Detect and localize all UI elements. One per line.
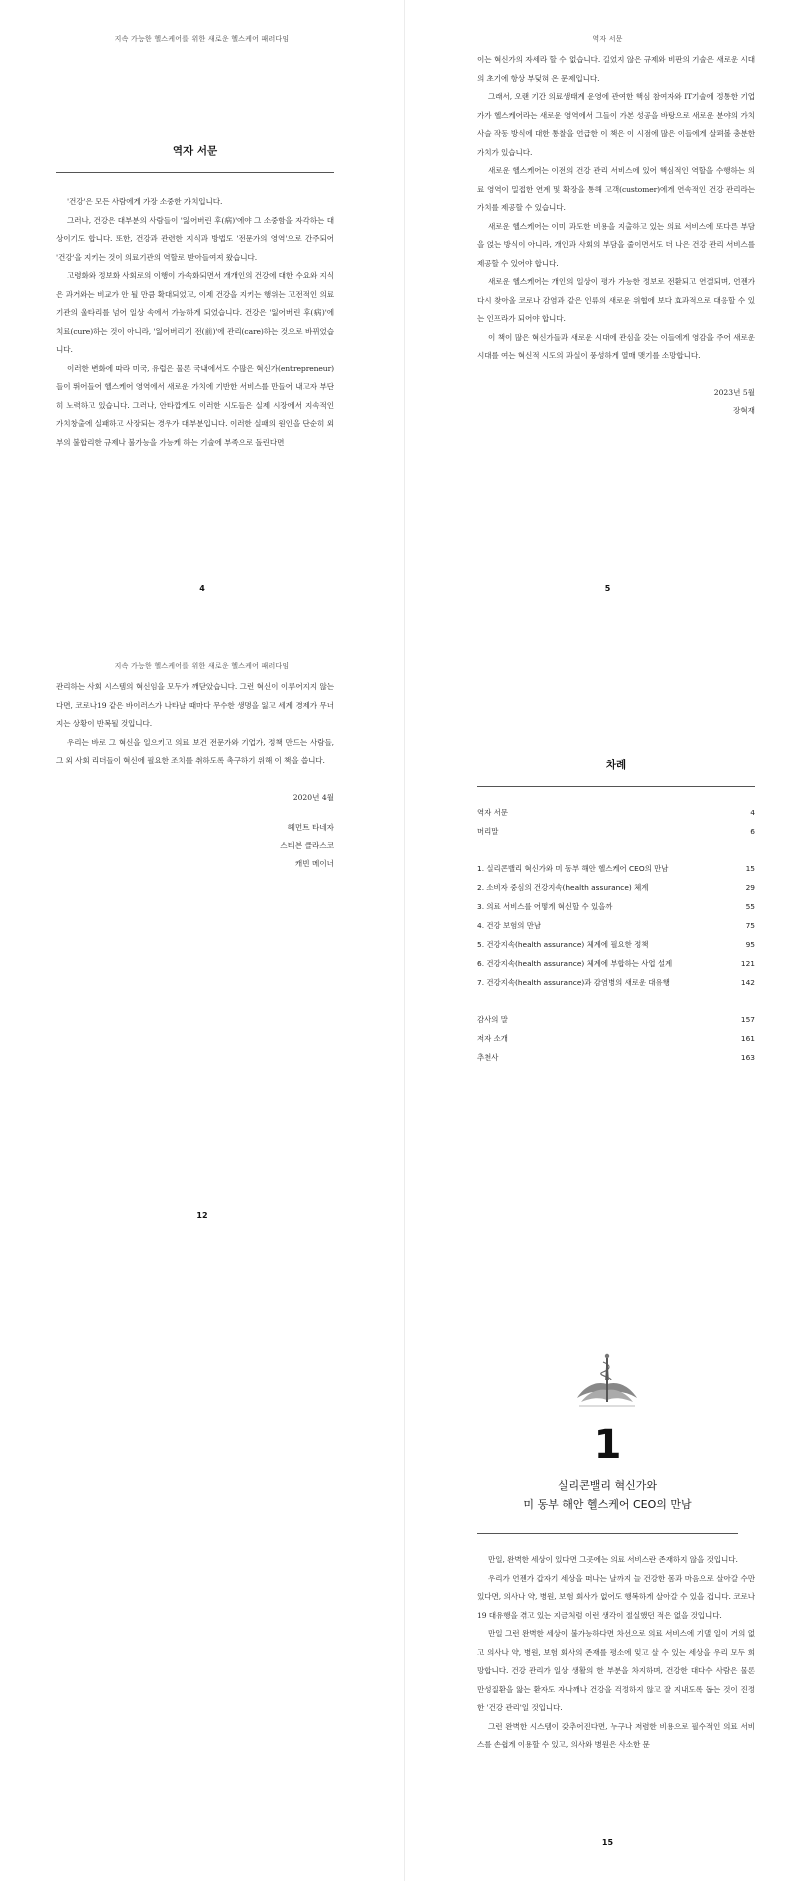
- toc-entry[interactable]: [477, 935, 755, 954]
- toc-page: 75: [745, 921, 755, 930]
- chapter-title: [405, 1476, 810, 1514]
- body-text: [477, 51, 755, 366]
- spread-2: [0, 627, 810, 1254]
- page-5: [405, 0, 810, 627]
- toc-label: 5. 건강지속(health assurance) 체계에 필요한 정책: [477, 940, 649, 949]
- running-head: 지속 가능한 헬스케어를 위한 새로운 헬스케어 패러다임: [114, 35, 290, 43]
- toc-entry[interactable]: [477, 897, 755, 916]
- toc-page: 6: [750, 827, 755, 836]
- chapter-title-line: 실리콘밸리 혁신가와: [557, 1479, 658, 1492]
- chapter-number: 1: [593, 1422, 622, 1468]
- author-name: 헤먼트 타네자: [287, 822, 334, 832]
- preface-section: [56, 143, 334, 452]
- page-number: 12: [196, 1211, 208, 1220]
- page-number: 5: [604, 584, 611, 593]
- paragraph: 그러나, 건강은 대부분의 사람들이 '잃어버린 후(病)'에야 그 소중함을 자각하는 대상이기도 합니다. 또한, 건강과 관련한 지식과 방법도 '전문가의 영역'으로 간주되어 '건강'을 지키는 것이 의료기관의 역할로 받아들여져 왔습니다.: [56, 215, 334, 262]
- body-text: [56, 193, 334, 452]
- toc-title: 차례: [477, 757, 755, 787]
- chapter-title-line: 미 동부 해안 헬스케어 CEO의 만남: [523, 1498, 692, 1511]
- paragraph: 그런 완벽한 시스템이 갖추어진다면, 누구나 저렴한 비용으로 필수적인 의료 서비스를 손쉽게 이용할 수 있고, 의사와 병원은 사소한 문: [477, 1721, 755, 1749]
- paragraph: 만일, 완벽한 세상이 있다면 그곳에는 의료 서비스란 존재하지 않을 것입니다.: [488, 1555, 738, 1564]
- translator-name: 장혁재: [732, 405, 755, 415]
- spread-1: [0, 0, 810, 627]
- blank-page: [0, 1254, 405, 1881]
- toc-entry[interactable]: [477, 859, 755, 878]
- author-name: 스티븐 클라스코: [280, 840, 334, 850]
- paragraph: 만일 그런 완벽한 세상이 불가능하다면 차선으로 의료 서비스에 기댈 일이 거의 없고 의사나 약, 병원, 보험 회사의 존재를 평소에 잊고 살 수 있는 세상을 우리 모두 희망합니다. 건강 관리가 일상 생활의 한 부분을 차지하며, 건강한 대다수 사람은 물론 만성질환을 앓는 환자도 자나깨나 건강을 걱정하지 않고 잘 지내도록 돕는 것이 진정한 '건강 관리'일 것입니다.: [477, 1629, 755, 1712]
- toc-page: 95: [745, 940, 755, 949]
- toc-entry[interactable]: [477, 822, 755, 841]
- toc-entry[interactable]: [477, 1010, 755, 1029]
- author-name: 캐빈 메이너: [294, 858, 334, 868]
- paragraph: 새로운 헬스케어는 이전의 건강 관리 서비스에 있어 핵심적인 역할을 수행하는 의료 영역이 밀접한 연계 및 확장을 통해 고객(customer)에게 연속적인 건강 관리라는 가치를 제공할 수 있습니다.: [477, 166, 755, 212]
- toc-entry[interactable]: [477, 1048, 755, 1067]
- toc-page: 55: [745, 902, 755, 911]
- paragraph: 이는 혁신가의 자세라 할 수 없습니다. 길었지 않은 규제와 비판의 기술은 새로운 시대의 초기에 항상 부딪혀 온 문제입니다.: [477, 55, 755, 83]
- toc-label: 6. 건강지속(health assurance) 체계에 부합하는 사업 설계: [477, 959, 673, 968]
- page-12: [0, 627, 405, 1254]
- paragraph: 이 책이 많은 혁신가들과 새로운 시대에 관심을 갖는 이들에게 영감을 주어 새로운 시대를 여는 혁신적 시도의 과실이 풍성하게 열매 맺기를 소망합니다.: [477, 332, 755, 360]
- toc-label: 역자 서문: [477, 808, 508, 817]
- chapter-body: [477, 1551, 755, 1755]
- page-15: [405, 1254, 810, 1881]
- preface-continued: [477, 51, 755, 420]
- paragraph: 우리가 언젠가 갑자기 세상을 떠나는 날까지 늘 건강한 몸과 마음으로 살아갈 수만 있다면, 의사나 약, 병원, 보험 회사가 없어도 행복하게 살아갈 수 있을 겁니다. 코로나19 대유행을 겪고 있는 지금처럼 이런 생각이 절실했던 적은 없을 것입니다.: [477, 1573, 755, 1620]
- paragraph: 이러한 변화에 따라 미국, 유럽은 물론 국내에서도 수많은 혁신가(entrepreneur)들이 뛰어들어 헬스케어 영역에서 새로운 가치에 기반한 서비스를 만들어 내고자 부단히 노력하고 있습니다. 그러나, 안타깝게도 이러한 시도들은 실제 시장에서 지속적인 가치창출에 실패하고 사장되는 경우가 대부분입니다. 이러한 실패의 원인을 단순히 외부의 불합리한 규제나 불가능을 가능케 하는 기술에 부족으로 돌린다면: [56, 363, 334, 447]
- paragraph: 새로운 헬스케어는 이미 과도한 비용을 지출하고 있는 의료 서비스에 또다른 부담을 얹는 방식이 아니라, 개인과 사회의 부담을 줄이면서도 더 나은 건강 관리 서비스를 제공할 수 있어야 합니다.: [477, 221, 755, 268]
- foreword-continued: [56, 678, 334, 873]
- toc-label: 7. 건강지속(health assurance)과 감염병의 새로운 대유행: [477, 978, 670, 987]
- toc-label: 1. 실리콘밸리 혁신가와 미 동부 해안 헬스케어 CEO의 만남: [477, 864, 669, 873]
- toc-label: 3. 의료 서비스를 어떻게 혁신할 수 있을까: [477, 902, 613, 911]
- paragraph: 그래서, 오랜 기간 의료생태계 운영에 관여한 핵심 참여자와 IT기술에 정통한 기업가가 헬스케어라는 새로운 영역에서 그들이 가본 성공을 바탕으로 새로운 분야의 가치사슬 작동 방식에 대한 통찰을 언급한 이 책은 이 시점에 많은 이들에게 살펴볼 충분한 가치가 있습니다.: [477, 92, 755, 157]
- toc-entry[interactable]: [477, 803, 755, 822]
- toc-label: 추천사: [477, 1053, 499, 1062]
- paragraph: 새로운 헬스케어는 개인의 일상이 평가 가능한 정보로 전환되고 연결되며, 언젠가 다시 찾아올 코로나 감염과 같은 인류의 새로운 위협에 보다 효과적으로 대응할 수 있는 인프라가 되어야 합니다.: [477, 277, 755, 323]
- spread-3: [0, 1254, 810, 1881]
- toc-page: 161: [740, 1034, 755, 1043]
- toc-page: 121: [740, 959, 755, 968]
- toc-page: 4: [750, 808, 755, 817]
- paragraph: 관리하는 사회 시스템의 혁신임을 모두가 깨닫았습니다. 그런 혁신이 이루어지지 않는다면, 코로나19 같은 바이러스가 나타날 때마다 무수한 생명을 잃고 세계 경제가 무너지는 상황이 반복될 것입니다.: [56, 682, 334, 728]
- toc-entry[interactable]: [477, 954, 755, 973]
- toc-page: 142: [740, 978, 755, 987]
- caduceus-emblem-icon: [575, 1350, 639, 1412]
- divider: [477, 1533, 738, 1534]
- body-text: [477, 1551, 755, 1755]
- toc-label: 4. 건강 보험의 만남: [477, 921, 542, 930]
- page-number: 4: [199, 584, 205, 593]
- toc-label: 저자 소개: [477, 1034, 508, 1043]
- date-signature: 2020년 4월: [292, 792, 334, 802]
- body-text: [56, 678, 334, 771]
- date-signature: 2023년 5월: [713, 387, 755, 397]
- section-title: 역자 서문: [56, 143, 334, 173]
- toc-page: 157: [740, 1015, 755, 1024]
- table-of-contents: [477, 757, 755, 1067]
- toc-page: 15: [745, 864, 755, 873]
- page-number: 15: [601, 1838, 614, 1847]
- toc-page: 163: [740, 1053, 755, 1062]
- page-4: [0, 0, 405, 627]
- paragraph: '건강'은 모든 사람에게 가장 소중한 가치입니다.: [67, 197, 223, 206]
- toc-page: [405, 627, 810, 1254]
- paragraph: 우리는 바로 그 혁신을 일으키고 의료 보건 전문가와 기업가, 정책 만드는 사람들, 그 외 사회 리더들이 혁신에 필요한 조치를 취하도록 촉구하기 위해 이 책을 씁니다.: [56, 737, 334, 765]
- running-head: 역자 서문: [592, 35, 623, 43]
- running-head: 지속 가능한 헬스케어를 위한 새로운 헬스케어 패러다임: [114, 662, 290, 670]
- toc-entry[interactable]: [477, 973, 755, 992]
- toc-page: 29: [745, 883, 755, 892]
- toc-entry[interactable]: [477, 916, 755, 935]
- toc-entry[interactable]: [477, 878, 755, 897]
- toc-label: 2. 소비자 중심의 건강지속(health assurance) 체계: [477, 883, 649, 892]
- paragraph: 고령화와 정보화 사회로의 이행이 가속화되면서 개개인의 건강에 대한 수요와 지식은 과거와는 비교가 안 될 만큼 확대되었고, 이제 건강을 지키는 행위는 고전적인 의료기관의 울타리를 넘어 일상 속에서 가능하게 되었습니다. 건강은 '잃어버린 후(病)'에 치료(cure)하는 것이 아니라, '잃어버리기 전(前)'에 관리(care)하는 것으로 바뀌었습니다.: [56, 271, 334, 354]
- toc-label: 머리말: [477, 827, 499, 836]
- toc-entry[interactable]: [477, 1029, 755, 1048]
- toc-label: 감사의 말: [477, 1015, 508, 1024]
